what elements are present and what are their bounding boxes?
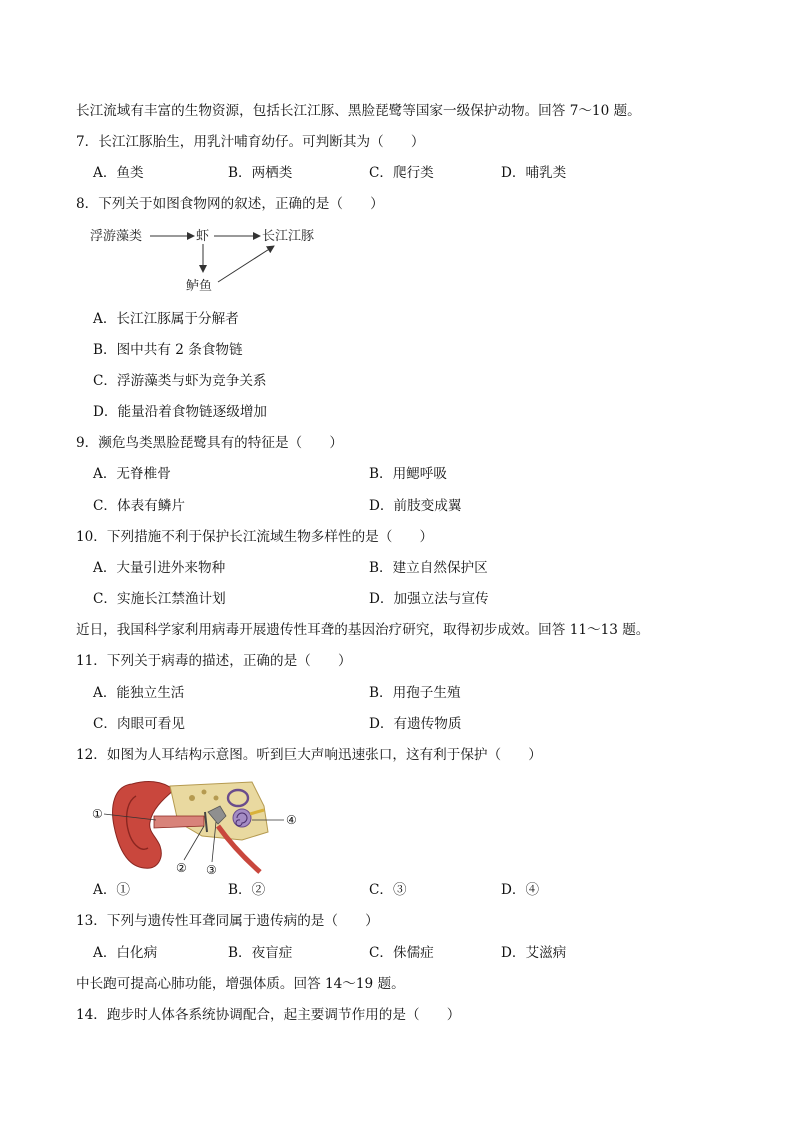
q7-option-c[interactable]: C．爬行类 (369, 165, 434, 181)
q10-option-a[interactable]: A．大量引进外来物种 (93, 560, 226, 576)
bone-texture-dot (189, 795, 195, 801)
ear-canal-shape (154, 816, 204, 828)
q12-option-b[interactable]: B．② (228, 882, 266, 898)
intro-text-11-13: 近日，我国科学家利用病毒开展遗传性耳聋的基因治疗研究，取得初步成效。回答 11～13 题。 (76, 622, 650, 638)
ear-label-3: ③ (206, 863, 217, 876)
food-web-porpoise: 长江江豚 (262, 229, 315, 244)
q13-option-c[interactable]: C．侏儒症 (369, 945, 434, 961)
q11-option-d[interactable]: D．有遗传物质 (369, 716, 462, 732)
ear-label-1: ① (92, 807, 103, 821)
ear-structure-diagram (92, 776, 312, 876)
ear-label-4: ④ (286, 813, 297, 827)
q11-option-b[interactable]: B．用孢子生殖 (369, 685, 461, 701)
food-web-perch: 鲈鱼 (186, 279, 213, 294)
q9-option-c[interactable]: C．体表有鳞片 (93, 498, 185, 514)
q11-option-c[interactable]: C．肉眼可看见 (93, 716, 185, 732)
food-web-shrimp: 虾 (196, 229, 210, 244)
q8-option-c[interactable]: C．浮游藻类与虾为竞争关系 (93, 373, 267, 389)
intro-text-14-19: 中长跑可提高心肺功能，增强体质。回答 14～19 题。 (76, 976, 405, 992)
q12-option-a[interactable]: A．① (93, 882, 131, 898)
ear-label-2: ② (176, 861, 187, 875)
question-14-stem: 14．跑步时人体各系统协调配合，起主要调节作用的是（ ） (76, 1007, 461, 1023)
arrow-perch-porpoise (218, 246, 274, 282)
question-11-stem: 11．下列关于病毒的描述，正确的是（ ） (76, 653, 352, 669)
q8-option-d[interactable]: D．能量沿着食物链逐级增加 (93, 404, 268, 420)
q9-option-b[interactable]: B．用鳃呼吸 (369, 466, 447, 482)
q8-option-a[interactable]: A．长江江豚属于分解者 (93, 311, 239, 327)
q13-option-b[interactable]: B．夜盲症 (228, 945, 293, 961)
q9-option-d[interactable]: D．前肢变成翼 (369, 498, 462, 514)
question-13-stem: 13．下列与遗传性耳聋同属于遗传病的是（ ） (76, 913, 379, 929)
food-web-diagram (90, 224, 330, 296)
bone-texture-dot (214, 796, 219, 801)
question-7-stem: 7．长江江豚胎生，用乳汁哺育幼仔。可判断其为（ ） (76, 134, 425, 150)
q12-option-c[interactable]: C．③ (369, 882, 407, 898)
bone-texture-dot (202, 790, 207, 795)
q10-option-b[interactable]: B．建立自然保护区 (369, 560, 488, 576)
q8-option-b[interactable]: B．图中共有 2 条食物链 (93, 342, 243, 358)
q10-option-d[interactable]: D．加强立法与宣传 (369, 591, 489, 607)
q13-option-a[interactable]: A．白化病 (93, 945, 158, 961)
q12-option-d[interactable]: D．④ (501, 882, 540, 898)
q9-option-a[interactable]: A．无脊椎骨 (93, 466, 171, 482)
question-10-stem: 10．下列措施不利于保护长江流域生物多样性的是（ ） (76, 529, 434, 545)
q13-option-d[interactable]: D．艾滋病 (501, 945, 567, 961)
q11-option-a[interactable]: A．能独立生活 (93, 685, 185, 701)
question-9-stem: 9．濒危鸟类黑脸琵鹭具有的特征是（ ） (76, 435, 343, 451)
q7-option-b[interactable]: B．两栖类 (228, 165, 293, 181)
intro-text-7-10: 长江流域有丰富的生物资源，包括长江江豚、黑脸琵鹭等国家一级保护动物。回答 7～10 题。 (76, 103, 641, 119)
q7-option-d[interactable]: D．哺乳类 (501, 165, 567, 181)
q10-option-c[interactable]: C．实施长江禁渔计划 (93, 591, 226, 607)
q7-option-a[interactable]: A．鱼类 (93, 165, 144, 181)
food-web-algae: 浮游藻类 (90, 229, 143, 244)
question-8-stem: 8．下列关于如图食物网的叙述，正确的是（ ） (76, 196, 384, 212)
question-12-stem: 12．如图为人耳结构示意图。听到巨大声响迅速张口，这有利于保护（ ） (76, 747, 542, 763)
